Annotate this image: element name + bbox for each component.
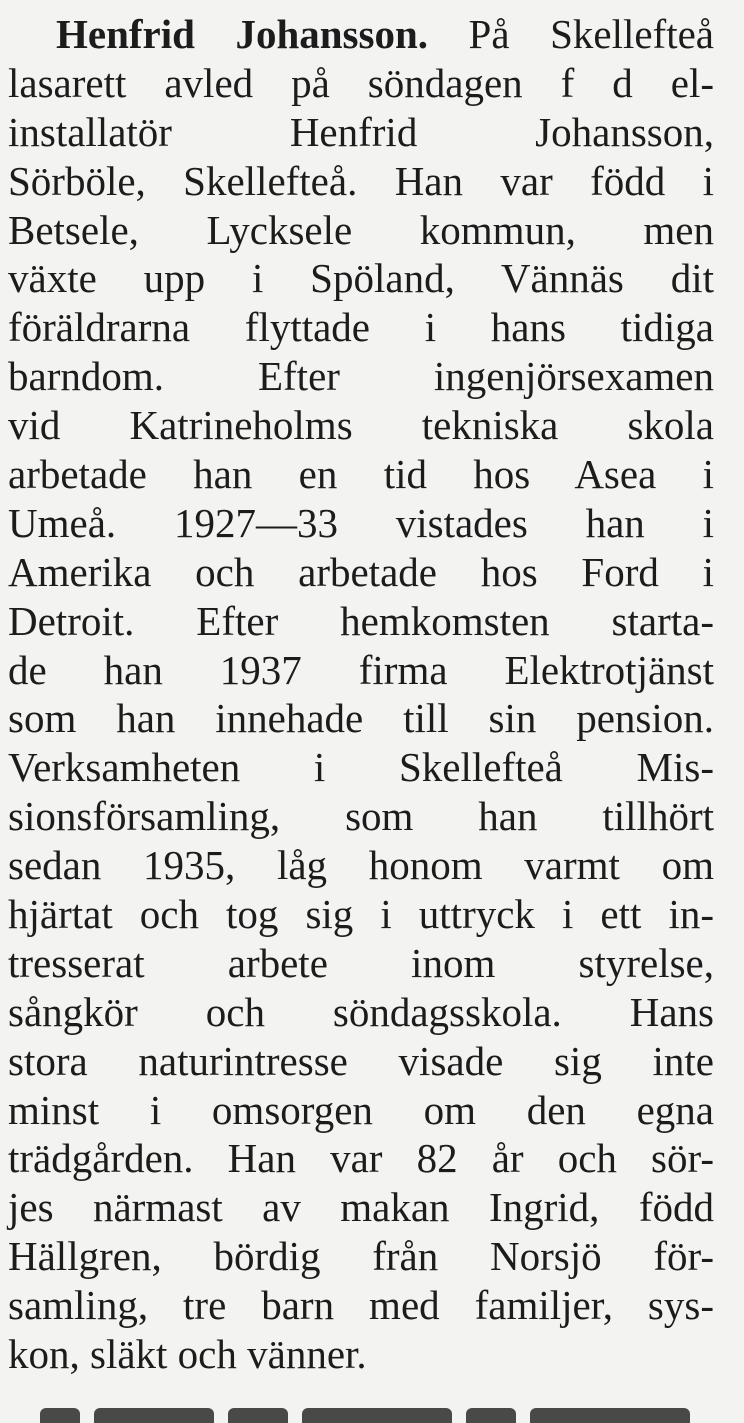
cropped-glyph (530, 1408, 690, 1423)
article-line: samling, tre barn med familjer, sys- (8, 1282, 714, 1329)
cropped-glyph (228, 1408, 288, 1423)
article-line: Detroit. Efter hemkomsten starta- (8, 597, 714, 644)
article-line: tresserat arbete inom styrelse, (8, 939, 714, 986)
article-line: sionsförsamling, som han tillhört (8, 793, 714, 840)
article-line: Umeå. 1927—33 vistades han i (8, 499, 714, 546)
article-line: Sörböle, Skellefteå. Han var född i (8, 157, 714, 204)
article-line: minst i omsorgen om den egna (8, 1086, 714, 1133)
article-line: installatör Henfrid Johansson, (8, 108, 714, 155)
article-line: trädgården. Han var 82 år och sör- (8, 1135, 714, 1182)
cropped-glyph (466, 1408, 516, 1423)
article-line: jes närmast av makan Ingrid, född (8, 1184, 714, 1231)
article-line: vid Katrineholms tekniska skola (8, 402, 714, 449)
obituary-article (8, 10, 714, 1379)
article-line-text: På Skellefteå (428, 11, 714, 57)
article-line: Betsele, Lycksele kommun, men (8, 206, 714, 253)
article-line: kon, släkt och vänner. (8, 1331, 367, 1378)
cropped-next-paragraph (40, 1408, 730, 1423)
deceased-name: Henfrid Johansson. (56, 11, 429, 57)
article-line: lasarett avled på söndagen f d el- (8, 59, 714, 106)
article-line: stora naturintresse visade sig inte (8, 1037, 714, 1084)
cropped-glyph (40, 1408, 80, 1423)
cropped-glyph (94, 1408, 214, 1423)
article-line: de han 1937 firma Elektrotjänst (8, 646, 714, 693)
article-line: sångkör och söndagsskola. Hans (8, 988, 714, 1035)
cropped-glyph (302, 1408, 452, 1423)
article-line (8, 10, 714, 59)
article-line: sedan 1935, låg honom varmt om (8, 842, 714, 889)
article-line: Amerika och arbetade hos Ford i (8, 548, 714, 595)
article-line: som han innehade till sin pension. (8, 695, 714, 742)
article-line: föräldrarna flyttade i hans tidiga (8, 304, 714, 351)
article-line: arbetade han en tid hos Asea i (8, 451, 714, 498)
article-line: barndom. Efter ingenjörsexamen (8, 353, 714, 400)
article-line: hjärtat och tog sig i uttryck i ett in- (8, 891, 714, 938)
article-line: Hällgren, bördig från Norsjö för- (8, 1233, 714, 1280)
article-line: växte upp i Spöland, Vännäs dit (8, 255, 714, 302)
article-line: Verksamheten i Skellefteå Mis- (8, 744, 714, 791)
